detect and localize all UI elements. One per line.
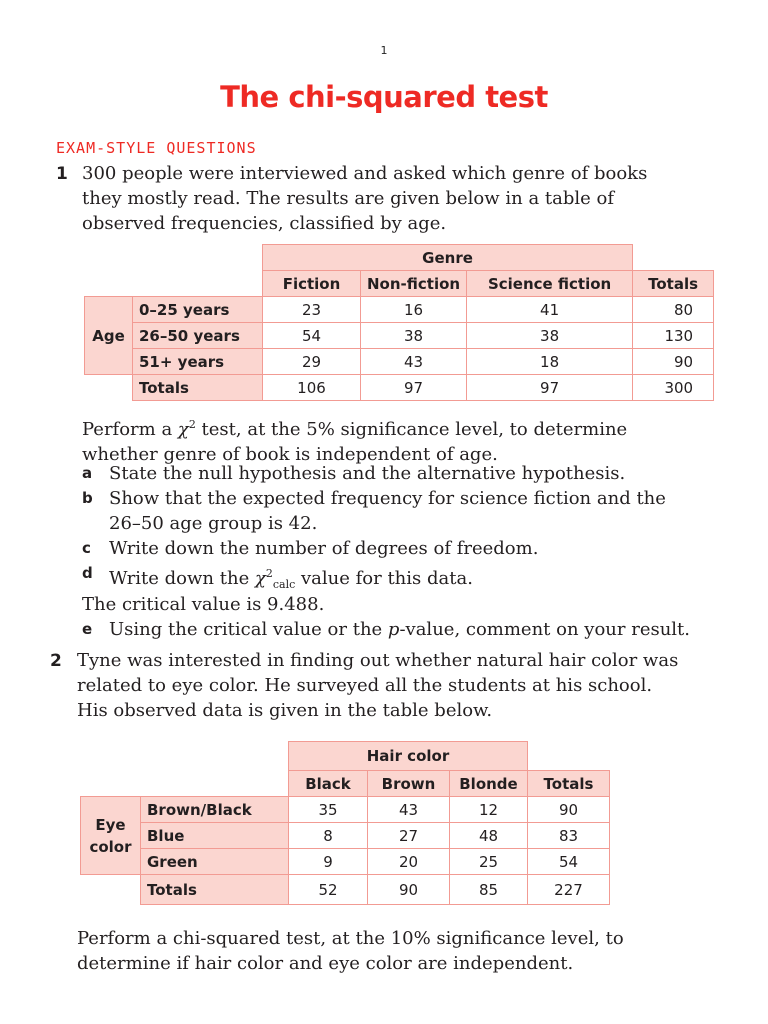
cell: 54 bbox=[528, 849, 610, 875]
age-group-label: Age bbox=[85, 297, 133, 375]
cell: 12 bbox=[450, 797, 528, 823]
table-row bbox=[85, 297, 714, 323]
cell: 20 bbox=[368, 849, 450, 875]
cell: 35 bbox=[289, 797, 368, 823]
row-label: 0–25 years bbox=[133, 297, 263, 323]
section-heading: EXAM-STYLE QUESTIONS bbox=[56, 139, 257, 157]
cell: 23 bbox=[263, 297, 361, 323]
eye-color-group-label: Eye color bbox=[81, 797, 141, 875]
cell: 300 bbox=[633, 375, 714, 401]
row-label: 26–50 years bbox=[133, 323, 263, 349]
cell: 90 bbox=[528, 797, 610, 823]
intro-line: Tyne was interested in finding out whether natural hair color was bbox=[77, 650, 679, 671]
col-header: Totals bbox=[528, 771, 610, 797]
cell: 97 bbox=[467, 375, 633, 401]
hair-eye-table bbox=[80, 741, 610, 905]
cell: 97 bbox=[361, 375, 467, 401]
row-label: Totals bbox=[141, 875, 289, 905]
table-row bbox=[81, 849, 610, 875]
cell: 80 bbox=[633, 297, 714, 323]
cell: 52 bbox=[289, 875, 368, 905]
row-label: Brown/Black bbox=[141, 797, 289, 823]
genre-header: Genre bbox=[263, 245, 633, 271]
cell: 90 bbox=[633, 349, 714, 375]
question-2-intro bbox=[77, 648, 678, 723]
genre-age-table bbox=[84, 244, 714, 401]
question-1-task bbox=[82, 412, 627, 467]
task-line: Perform a chi-squared test, at the 10% significance level, to bbox=[77, 928, 624, 949]
col-header: Brown bbox=[368, 771, 450, 797]
cell: 90 bbox=[368, 875, 450, 905]
table-row bbox=[81, 875, 610, 905]
page-number: 1 bbox=[380, 44, 388, 57]
cell: 106 bbox=[263, 375, 361, 401]
cell: 85 bbox=[450, 875, 528, 905]
row-label: Totals bbox=[133, 375, 263, 401]
row-label: Blue bbox=[141, 823, 289, 849]
intro-line: they mostly read. The results are given below in a table of bbox=[82, 188, 615, 209]
cell: 43 bbox=[368, 797, 450, 823]
col-header: Non-fiction bbox=[361, 271, 467, 297]
cell: 9 bbox=[289, 849, 368, 875]
cell: 16 bbox=[361, 297, 467, 323]
cell: 83 bbox=[528, 823, 610, 849]
col-header: Blonde bbox=[450, 771, 528, 797]
task-line: Perform a $\chi^2$ test, at the 5% significance level, to determine bbox=[82, 418, 628, 440]
hair-color-header: Hair color bbox=[289, 742, 528, 771]
cell: 54 bbox=[263, 323, 361, 349]
cell: 29 bbox=[263, 349, 361, 375]
col-header: Totals bbox=[633, 271, 714, 297]
table-row bbox=[85, 323, 714, 349]
row-label: 51+ years bbox=[133, 349, 263, 375]
col-header: Black bbox=[289, 771, 368, 797]
cell: 130 bbox=[633, 323, 714, 349]
question-1-intro bbox=[82, 161, 647, 236]
task-line: determine if hair color and eye color are independent. bbox=[77, 953, 574, 974]
cell: 48 bbox=[450, 823, 528, 849]
cell: 43 bbox=[361, 349, 467, 375]
page-title: The chi-squared test bbox=[220, 80, 548, 114]
intro-line: 300 people were interviewed and asked which genre of books bbox=[82, 163, 648, 184]
question-2-task bbox=[77, 926, 624, 976]
cell: 38 bbox=[361, 323, 467, 349]
cell: 227 bbox=[528, 875, 610, 905]
question-1-number: 1 bbox=[56, 164, 68, 184]
col-header: Science fiction bbox=[467, 271, 633, 297]
intro-line: His observed data is given in the table below. bbox=[77, 700, 493, 721]
table-row bbox=[81, 823, 610, 849]
cell: 18 bbox=[467, 349, 633, 375]
col-header: Fiction bbox=[263, 271, 361, 297]
table-row bbox=[85, 375, 714, 401]
cell: 25 bbox=[450, 849, 528, 875]
table-row bbox=[81, 797, 610, 823]
question-2-number: 2 bbox=[50, 651, 62, 671]
row-label: Green bbox=[141, 849, 289, 875]
cell: 8 bbox=[289, 823, 368, 849]
cell: 41 bbox=[467, 297, 633, 323]
intro-line: related to eye color. He surveyed all the students at his school. bbox=[77, 675, 653, 696]
table-row bbox=[85, 349, 714, 375]
cell: 38 bbox=[467, 323, 633, 349]
task-line: whether genre of book is independent of age. bbox=[82, 444, 498, 465]
cell: 27 bbox=[368, 823, 450, 849]
critical-value: The critical value is 9.488. bbox=[82, 594, 325, 615]
intro-line: observed frequencies, classified by age. bbox=[82, 213, 447, 234]
